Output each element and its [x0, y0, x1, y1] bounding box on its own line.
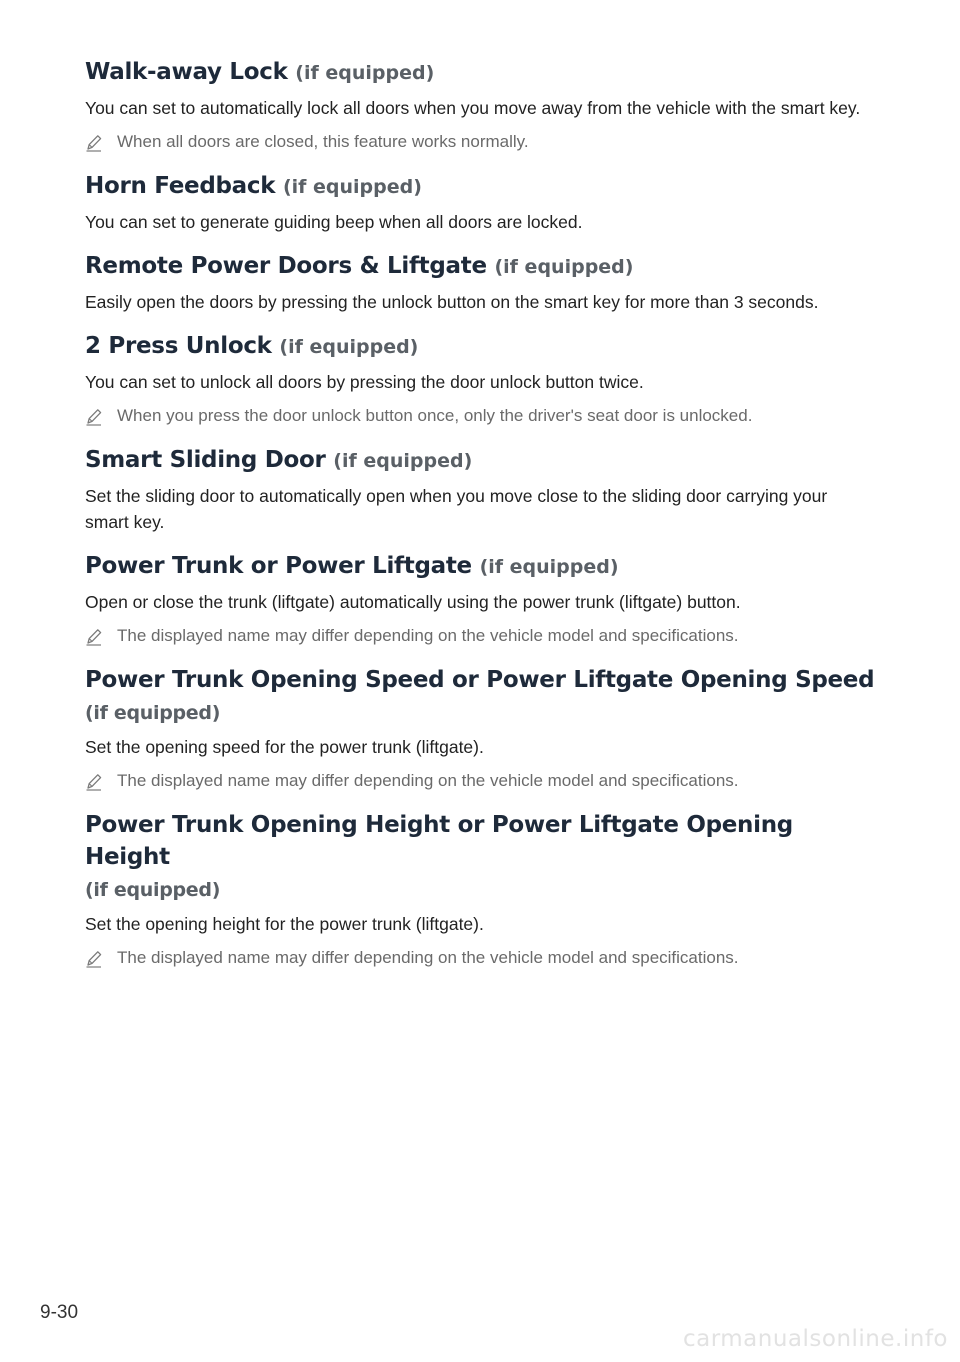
note-text: The displayed name may differ depending on the vehicle model and specifications.: [117, 626, 739, 645]
if-equipped-label: (if equipped): [494, 256, 634, 278]
section-heading: [85, 56, 875, 89]
pencil-note-icon: [85, 771, 103, 791]
if-equipped-label: (if equipped): [282, 176, 422, 198]
if-equipped-label: (if equipped): [85, 702, 221, 724]
section-body: Set the sliding door to automatically open when you move close to the sliding door carrying your smart key.: [85, 486, 828, 532]
if-equipped-label: (if equipped): [279, 336, 419, 358]
note: [85, 946, 875, 970]
section-title: 2 Press Unlock: [85, 333, 272, 359]
page-number: 9-30: [40, 1302, 79, 1323]
page-content: [85, 56, 875, 970]
if-equipped-label: (if equipped): [295, 62, 435, 84]
pencil-note-icon: [85, 626, 103, 646]
note-text: When you press the door unlock button once, only the driver's seat door is unlocked.: [117, 406, 753, 425]
section-title: Remote Power Doors & Liftgate: [85, 253, 487, 279]
section-body: Set the opening speed for the power trunk (liftgate).: [85, 737, 484, 757]
section-title: Power Trunk or Power Liftgate: [85, 553, 472, 579]
section-power-trunk: [85, 550, 875, 664]
if-equipped-label: (if equipped): [85, 879, 221, 901]
section-heading: [85, 809, 875, 905]
section-heading: [85, 170, 875, 203]
section-smart-sliding-door: [85, 444, 875, 550]
note: [85, 404, 875, 428]
section-power-trunk-opening-height: [85, 809, 875, 970]
note-text: When all doors are closed, this feature works normally.: [117, 132, 529, 151]
section-remote-power-doors: [85, 250, 875, 330]
pencil-note-icon: [85, 132, 103, 152]
section-body: Open or close the trunk (liftgate) automatically using the power trunk (liftgate) button.: [85, 592, 741, 612]
if-equipped-label: (if equipped): [479, 556, 619, 578]
section-title: Walk-away Lock: [85, 59, 288, 85]
section-title: Power Trunk Opening Height or Power Liftgate Opening Height: [85, 812, 793, 870]
section-walk-away-lock: [85, 56, 875, 170]
section-body: You can set to unlock all doors by pressing the door unlock button twice.: [85, 372, 644, 392]
note: [85, 769, 875, 793]
note-text: The displayed name may differ depending on the vehicle model and specifications.: [117, 948, 739, 967]
section-title: Smart Sliding Door: [85, 447, 326, 473]
section-body: Set the opening height for the power trunk (liftgate).: [85, 914, 484, 934]
section-2-press-unlock: [85, 330, 875, 444]
section-heading: [85, 250, 875, 283]
section-heading: [85, 330, 875, 363]
note: [85, 130, 875, 154]
section-body: You can set to automatically lock all doors when you move away from the vehicle with the smart key.: [85, 98, 861, 118]
section-horn-feedback: [85, 170, 875, 250]
section-heading: [85, 444, 875, 477]
section-body: Easily open the doors by pressing the unlock button on the smart key for more than 3 seconds.: [85, 292, 819, 312]
section-title: Horn Feedback: [85, 173, 276, 199]
note-text: The displayed name may differ depending on the vehicle model and specifications.: [117, 771, 739, 790]
section-body: You can set to generate guiding beep when all doors are locked.: [85, 212, 583, 232]
section-power-trunk-opening-speed: [85, 664, 875, 809]
pencil-note-icon: [85, 406, 103, 426]
watermark: carmanualsonline.info: [682, 1326, 948, 1352]
pencil-note-icon: [85, 948, 103, 968]
section-heading: [85, 664, 875, 728]
if-equipped-label: (if equipped): [333, 450, 473, 472]
section-heading: [85, 550, 875, 583]
section-title: Power Trunk Opening Speed or Power Liftgate Opening Speed: [85, 667, 875, 693]
note: [85, 624, 875, 648]
